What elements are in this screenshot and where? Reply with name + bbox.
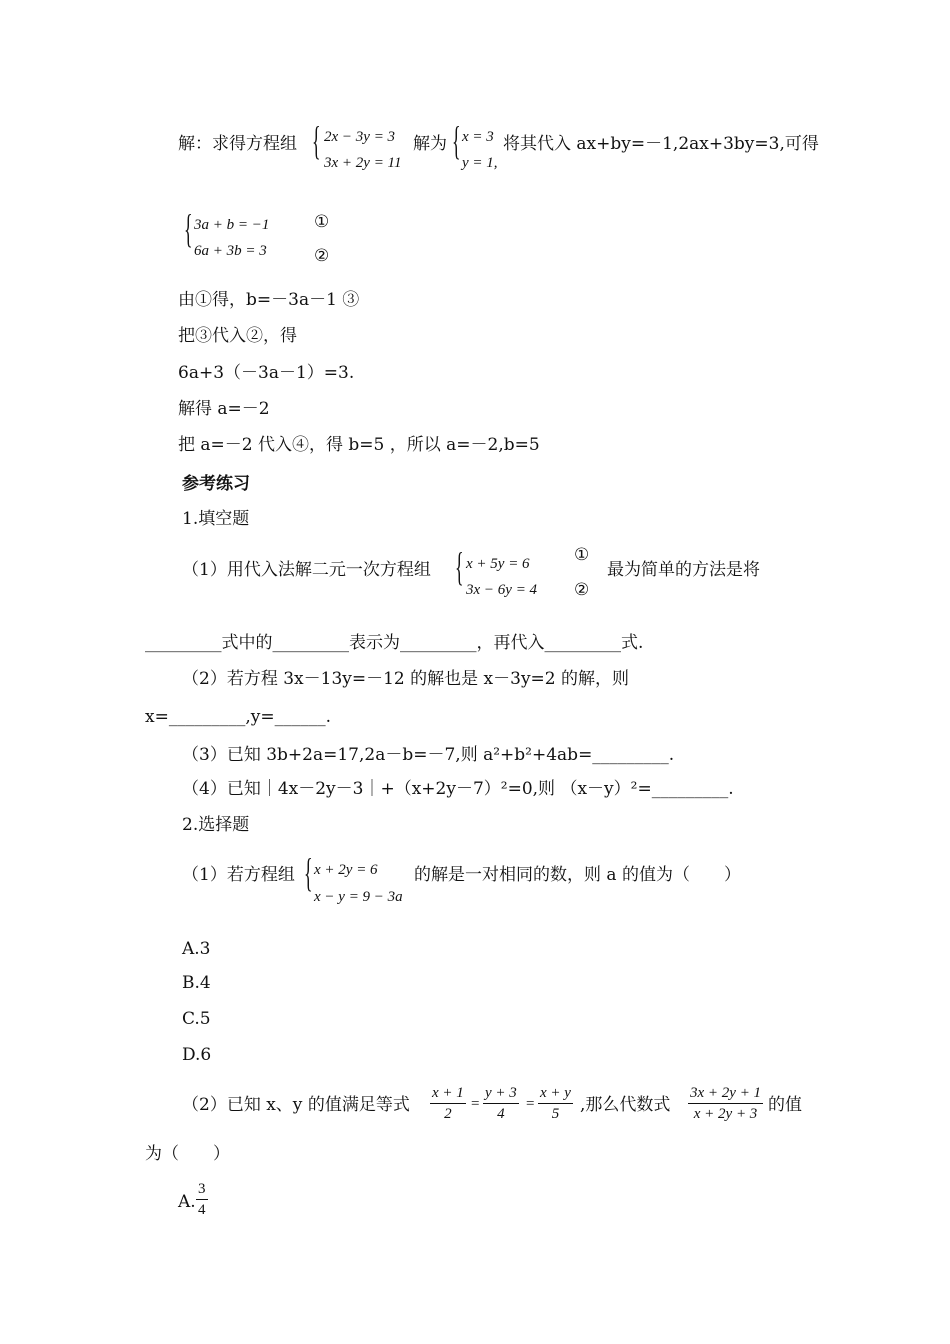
brace-system1: { <box>312 118 321 163</box>
c1-option-d: D.6 <box>182 1045 212 1065</box>
system3-eq1: 3a + b = −1 <box>194 217 270 233</box>
c2-option-a-label: A. <box>178 1192 196 1212</box>
c2-equals-1: = <box>471 1096 480 1112</box>
c2-frac1-den: 2 <box>444 1106 452 1122</box>
c1-eq2: x − y = 9 − 3a <box>314 889 403 905</box>
system2-eq1: x = 3 <box>462 129 494 145</box>
q1-eq1: x + 5y = 6 <box>466 556 530 572</box>
c2-equals-2: = <box>526 1096 535 1112</box>
section-fill-blank: 1.填空题 <box>182 509 250 529</box>
q1-mark-1: ① <box>574 545 590 565</box>
c2-optA-den: 4 <box>198 1202 206 1218</box>
system1-eq2: 3x + 2y = 11 <box>324 155 402 171</box>
c1-option-a: A.3 <box>182 939 211 959</box>
c2-option-a-fraction <box>196 1180 208 1219</box>
c1-option-c: C.5 <box>182 1009 211 1029</box>
solution-mid: 解为 <box>413 134 447 154</box>
mark-1: ① <box>314 212 330 232</box>
c2-optA-num: 3 <box>196 1180 208 1200</box>
q2-line1: （2）若方程 3x－13y=－12 的解也是 x－3y=2 的解，则 <box>182 669 630 689</box>
c2-frac1-num: x + 1 <box>430 1084 466 1104</box>
system2-eq2: y = 1, <box>462 155 498 171</box>
practice-heading: 参考练习 <box>182 474 250 494</box>
c1-suffix: 的解是一对相同的数，则 a 的值为（ ） <box>414 865 741 885</box>
brace-system3: { <box>184 206 193 251</box>
q4: （4）已知｜4x－2y－3｜+（x+2y－7）²=0,则 （x－y）²=_________. <box>182 779 734 799</box>
c2-frac2-den: 4 <box>497 1106 505 1122</box>
brace-c1: { <box>304 850 313 895</box>
q1-suffix: 最为简单的方法是将 <box>607 560 760 580</box>
solution-intro: 解：求得方程组 <box>178 134 297 154</box>
q1-mark-2: ② <box>574 580 590 600</box>
c1-prefix: （1）若方程组 <box>182 865 295 885</box>
c2-prefix: （2）已知 x、y 的值满足等式 <box>182 1095 410 1115</box>
c2-frac4-den: x + 2y + 3 <box>693 1106 758 1122</box>
q2-line2: x=_________,y=______. <box>145 707 331 727</box>
system1-eq1: 2x − 3y = 3 <box>324 129 396 145</box>
c1-option-b: B.4 <box>182 973 211 993</box>
c2-fraction-2 <box>483 1084 519 1123</box>
step-1: 由①得，b=－3a－1 ③ <box>178 290 360 310</box>
step-2: 把③代入②，得 <box>178 326 297 346</box>
section-choice: 2.选择题 <box>182 815 250 835</box>
c1-eq1: x + 2y = 6 <box>314 862 378 878</box>
c2-fraction-1 <box>430 1084 466 1123</box>
c2-suffix: 的值 <box>768 1095 802 1115</box>
brace-q1: { <box>455 544 464 589</box>
c2-frac2-num: y + 3 <box>483 1084 519 1104</box>
step-5: 把 a=－2 代入④，得 b=5 ，所以 a=－2,b=5 <box>178 435 540 455</box>
c2-frac3-num: x + y <box>538 1084 573 1104</box>
step-3: 6a+3（－3a－1）=3. <box>178 363 355 383</box>
mark-2: ② <box>314 246 330 266</box>
solution-substitute: 将其代入 ax+by=－1,2ax+3by=3,可得 <box>503 134 819 154</box>
system3-eq2: 6a + 3b = 3 <box>194 243 267 259</box>
c2-frac3-den: 5 <box>551 1106 560 1122</box>
c2-line2: 为（ ） <box>145 1144 230 1164</box>
q3: （3）已知 3b+2a=17,2a－b=－7,则 a²+b²+4ab=_________. <box>182 745 675 765</box>
step-4: 解得 a=－2 <box>178 399 270 419</box>
q1-blanks: _________式中的_________表示为_________，再代入_________式. <box>145 633 644 653</box>
q1-prefix: （1）用代入法解二元一次方程组 <box>182 560 431 580</box>
c2-mid: ,那么代数式 <box>580 1095 671 1115</box>
c2-frac4-num: 3x + 2y + 1 <box>688 1084 763 1104</box>
c2-fraction-4 <box>688 1084 763 1123</box>
q1-eq2: 3x − 6y = 4 <box>466 582 538 598</box>
brace-system2: { <box>452 118 461 163</box>
c2-fraction-3 <box>538 1084 573 1123</box>
